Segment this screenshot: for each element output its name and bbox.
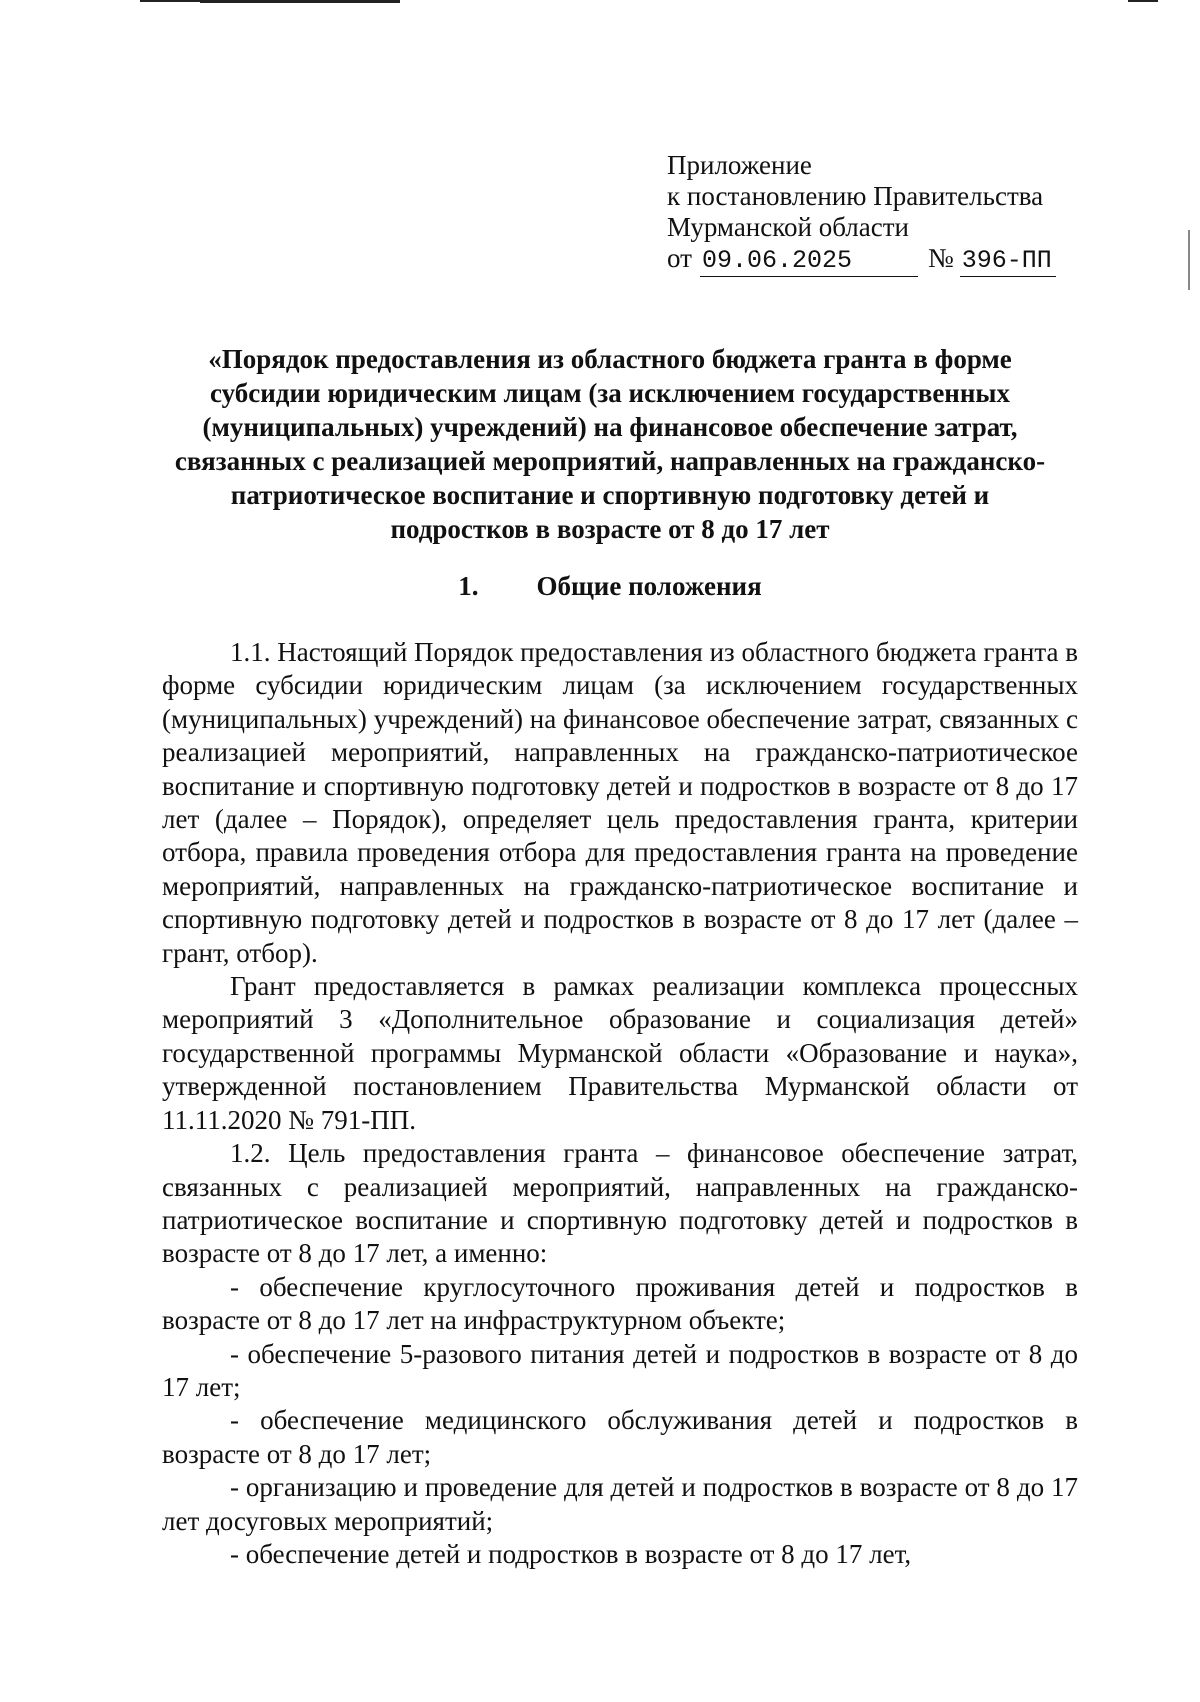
date-prefix: от — [667, 243, 692, 273]
list-item: - обеспечение круглосуточного проживания детей и подростков в возрасте от 8 до 17 лет на инфраструктурном объекте; — [162, 1271, 1078, 1336]
paragraph: 1.1. Настоящий Порядок предоставления из областного бюджета гранта в форме субсидии юридическим лицам (за исключением государственных (муниципальных) учреждений) на финансовое обеспечение затрат, связанных с реализацией мероприятий, направленных на гражданско-патриотическое воспитание и спортивную подготовку детей и подростков в возрасте от 8 до 17 лет (далее – Порядок), определяет цель предоставления гранта, критерии отбора, правила проведения отбора для предоставления гранта на проведение мероприятий, направленных на гражданско-патриотическое воспитание и спортивную подготовку детей и подростков в возрасте от 8 до 17 лет (далее – грант, отбор). — [162, 637, 1078, 968]
appendix-date-row — [667, 243, 1056, 277]
list-item: - организацию и проведение для детей и подростков в возрасте от 8 до 17 лет досуговых мероприятий; — [162, 1472, 1078, 1536]
section-heading — [160, 571, 1060, 602]
scan-artifact-line — [1128, 0, 1158, 2]
list-item: - обеспечение детей и подростков в возрасте от 8 до 17 лет, — [230, 1538, 912, 1569]
decree-number: 396-ПП — [960, 245, 1056, 277]
document-title: «Порядок предоставления из областного бюджета гранта в форме субсидии юридическим лицам (за исключением государственных (муниципальных) учреждений) на финансовое обеспечение затрат, связанных с реализацией мероприятий, направленных на гражданско-патриотическое воспитание и спортивную подготовку детей и подростков в возрасте от 8 до 17 лет — [174, 344, 1046, 544]
decree-date: 09.06.2025 — [700, 245, 918, 277]
number-label: № — [927, 243, 954, 273]
scan-artifact-line — [200, 0, 400, 3]
appendix-line: Мурманской области — [667, 212, 909, 242]
scan-artifact-line — [1188, 230, 1190, 290]
document-body — [162, 636, 1078, 1571]
list-item: - обеспечение медицинского обслуживания детей и подростков в возрасте от 8 до 17 лет; — [162, 1405, 1078, 1469]
scan-artifact-line — [140, 0, 200, 2]
section-title: Общие положения — [536, 571, 762, 601]
appendix-line: Приложение — [667, 150, 812, 180]
appendix-block — [667, 150, 1056, 277]
list-item: - обеспечение 5-разового питания детей и подростков в возрасте от 8 до 17 лет; — [162, 1338, 1078, 1402]
paragraph: 1.2. Цель предоставления гранта – финансовое обеспечение затрат, связанных с реализацией мероприятий, направленных на гражданско-патриотическое воспитание и спортивную подготовку детей и подростков в возрасте от 8 до 17 лет, а именно: — [162, 1138, 1078, 1269]
section-number: 1. — [458, 571, 479, 601]
paragraph: Грант предоставляется в рамках реализации комплекса процессных мероприятий 3 «Дополнительное образование и социализация детей» государственной программы Мурманской области «Образование и наука», утвержденной постановлением Правительства Мурманской области от 11.11.2020 № 791-ПП. — [162, 971, 1078, 1135]
appendix-line: к постановлению Правительства — [667, 181, 1044, 211]
